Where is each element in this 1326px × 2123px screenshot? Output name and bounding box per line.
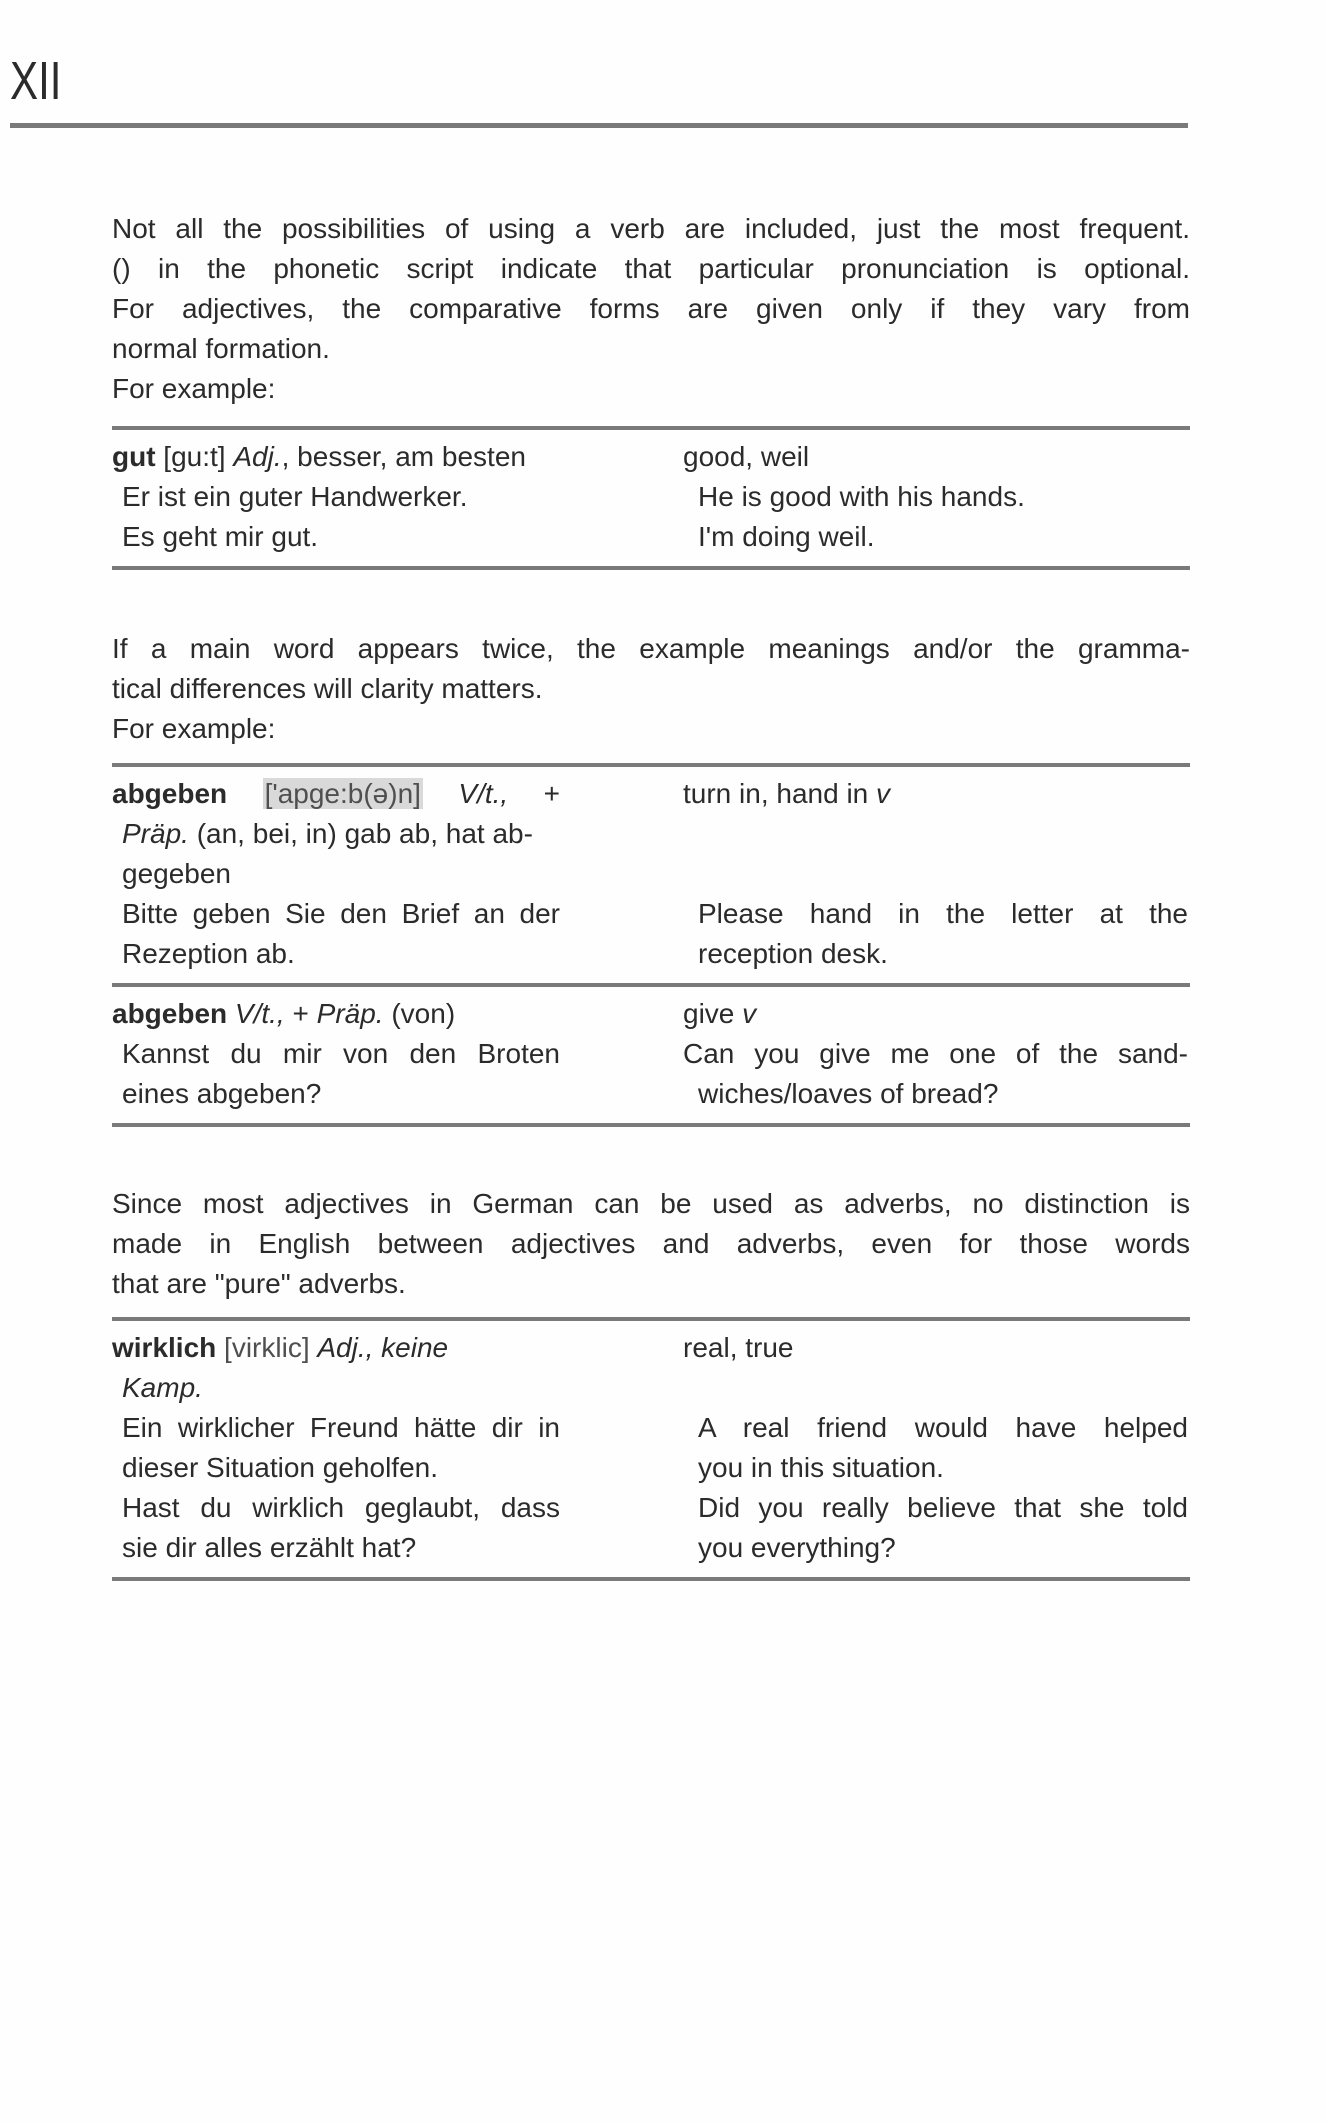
text-segment: He is good with his hands. [698,481,1025,512]
entry-english-cell [683,894,1188,974]
entry-line [112,1034,560,1074]
text-segment: Bitte geben Sie den Brief an der [122,898,560,929]
text-segment: v [876,778,891,809]
text-segment: Er ist ein guter Handwerker. [122,481,468,512]
paragraph-line: For adjectives, the comparative forms are given only if they vary from [112,293,1190,324]
entry-line [683,894,1188,934]
text-segment: Can you give me one of the sand- [683,1038,1188,1069]
entry-line [683,1448,1188,1488]
text-segment: Adj. [233,441,282,472]
entry-line [683,774,1188,814]
entry-row [112,894,1190,974]
entry-line [112,477,560,517]
text-segment: gegeben [122,858,232,889]
entry-german-cell [112,477,560,517]
paragraph-line: () in the phonetic script indicate that particular pronunciation is optional. [112,253,1190,284]
paragraph-line: made in English between adjectives and adverbs, even for those words [112,1228,1190,1259]
entry-line [683,437,1188,477]
entry-line [112,854,560,894]
entry-line [112,774,560,814]
text-segment: [gu:t] [155,441,234,472]
entry-german-cell [112,994,560,1034]
text-segment: V/t., [458,778,509,809]
note-paragraph [112,209,1190,409]
text-segment: I'm doing weil. [698,521,875,552]
text-segment: real, true [683,1332,794,1363]
entry-english-cell [683,774,1188,814]
entry-line [112,437,560,477]
entry-line [112,1074,560,1114]
entry-line [112,1328,560,1368]
entry-german-cell [112,774,560,894]
entry-german-cell [112,1034,560,1114]
text-segment: you everything? [698,1532,896,1563]
entry-line [683,934,1188,974]
entry-line [112,1448,560,1488]
entry-row [112,1488,1190,1568]
phonetic-transcription: ['apge:b(ə)n] [264,778,421,809]
entry-line [683,1328,1188,1368]
dictionary-entry-abgeben-1 [112,763,1190,983]
entry-row [112,477,1190,517]
entry-line [112,1368,560,1408]
headword: abgeben [112,998,228,1029]
text-segment [216,1332,224,1363]
text-segment [423,778,458,809]
page-content [112,209,1190,1581]
page-number: XII [10,51,62,111]
entry-line [683,477,1188,517]
paragraph-line: Since most adjectives in German can be used as adverbs, no distinction is [112,1188,1190,1219]
text-segment: sie dir alles erzählt hat? [122,1532,417,1563]
entry-row [112,994,1190,1034]
paragraph-line: normal formation. [112,333,330,364]
text-segment: Rezeption ab. [122,938,295,969]
paragraph-line: tical differences will clarity matters. [112,673,543,704]
text-segment: Kannst du mir von den Broten [122,1038,560,1069]
text-segment: + [508,778,560,809]
text-segment: Es geht mir gut. [122,521,319,552]
entry-german-cell [112,1488,560,1568]
text-segment: A real friend would have helped [698,1412,1188,1443]
entry-line [683,1074,1188,1114]
entry-line [112,934,560,974]
paragraph-line: that are "pure" adverbs. [112,1268,406,1299]
entry-english-cell [683,517,1188,557]
entry-english-cell [683,1488,1188,1568]
entry-german-cell [112,437,560,477]
text-segment: turn in, hand in [683,778,877,809]
dictionary-entry-wirklich [112,1317,1190,1577]
entry-german-cell [112,517,560,557]
entry-line [112,994,560,1034]
text-segment [227,998,235,1029]
entry-line [112,894,560,934]
text-segment: Präp. [316,998,384,1029]
entry-english-cell [683,994,1188,1034]
entry-german-cell [112,1328,560,1408]
text-segment: Did you really believe that she told [698,1492,1188,1523]
entry-table [112,1317,1190,1581]
entry-line [683,994,1188,1034]
entry-english-cell [683,477,1188,517]
entry-line [112,814,560,854]
headword: wirklich [112,1332,217,1363]
entry-german-cell [112,894,560,974]
text-segment: wiches/loaves of bread? [698,1078,999,1109]
entry-row [112,1408,1190,1488]
entry-row [112,774,1190,894]
text-segment: reception desk. [698,938,888,969]
entry-line [112,517,560,557]
text-segment: Kamp. [122,1372,203,1403]
entry-english-cell [683,1034,1188,1114]
text-segment: V/t., [234,998,285,1029]
dictionary-entry-abgeben-2 [112,983,1190,1123]
text-segment: give [683,998,743,1029]
entry-row [112,1034,1190,1114]
entry-line [112,1488,560,1528]
headword: abgeben [112,778,228,809]
entry-row [112,517,1190,557]
entry-english-cell [683,437,1188,477]
paragraph-line: For example: [112,713,276,744]
entry-table [112,426,1190,570]
entry-english-cell [683,1328,1188,1368]
paragraph-line: If a main word appears twice, the example meanings and/or the gramma- [112,633,1190,664]
note-paragraph [112,629,1190,749]
entry-row [112,1328,1190,1408]
text-segment: (von) [383,998,456,1029]
paragraph-line: Not all the possibilities of using a verb are included, just the most frequent. [112,213,1190,244]
text-segment: eines abgeben? [122,1078,322,1109]
entry-line [683,1528,1188,1568]
entry-line [112,1408,560,1448]
text-segment: Präp. [122,818,189,849]
header-rule [10,123,1188,128]
entry-line [683,1488,1188,1528]
text-segment: v [742,998,757,1029]
text-segment: , besser, am besten [281,441,526,472]
entry-line [683,517,1188,557]
text-segment: Adj., keine [317,1332,449,1363]
entry-line [683,1034,1188,1074]
phonetic-transcription: [virklic] [224,1332,310,1363]
text-segment: + [284,998,317,1029]
entry-line [683,1408,1188,1448]
entry-row [112,437,1190,477]
text-segment: (an, bei, in) gab ab, hat ab- [188,818,533,849]
text-segment: good, weil [683,441,810,472]
entry-table [112,763,1190,1127]
note-paragraph [112,1184,1190,1304]
entry-english-cell [683,1408,1188,1488]
entry-line [112,1528,560,1568]
paragraph-line: For example: [112,373,276,404]
text-segment [227,778,262,809]
entry-german-cell [112,1408,560,1488]
text-segment: dieser Situation geholfen. [122,1452,438,1483]
dictionary-entry-gut [112,426,1190,566]
text-segment: Ein wirklicher Freund hätte dir in [122,1412,560,1443]
text-segment: you in this situation. [698,1452,944,1483]
headword: gut [112,441,156,472]
text-segment: Please hand in the letter at the [698,898,1188,929]
text-segment: Hast du wirklich geglaubt, dass [122,1492,560,1523]
